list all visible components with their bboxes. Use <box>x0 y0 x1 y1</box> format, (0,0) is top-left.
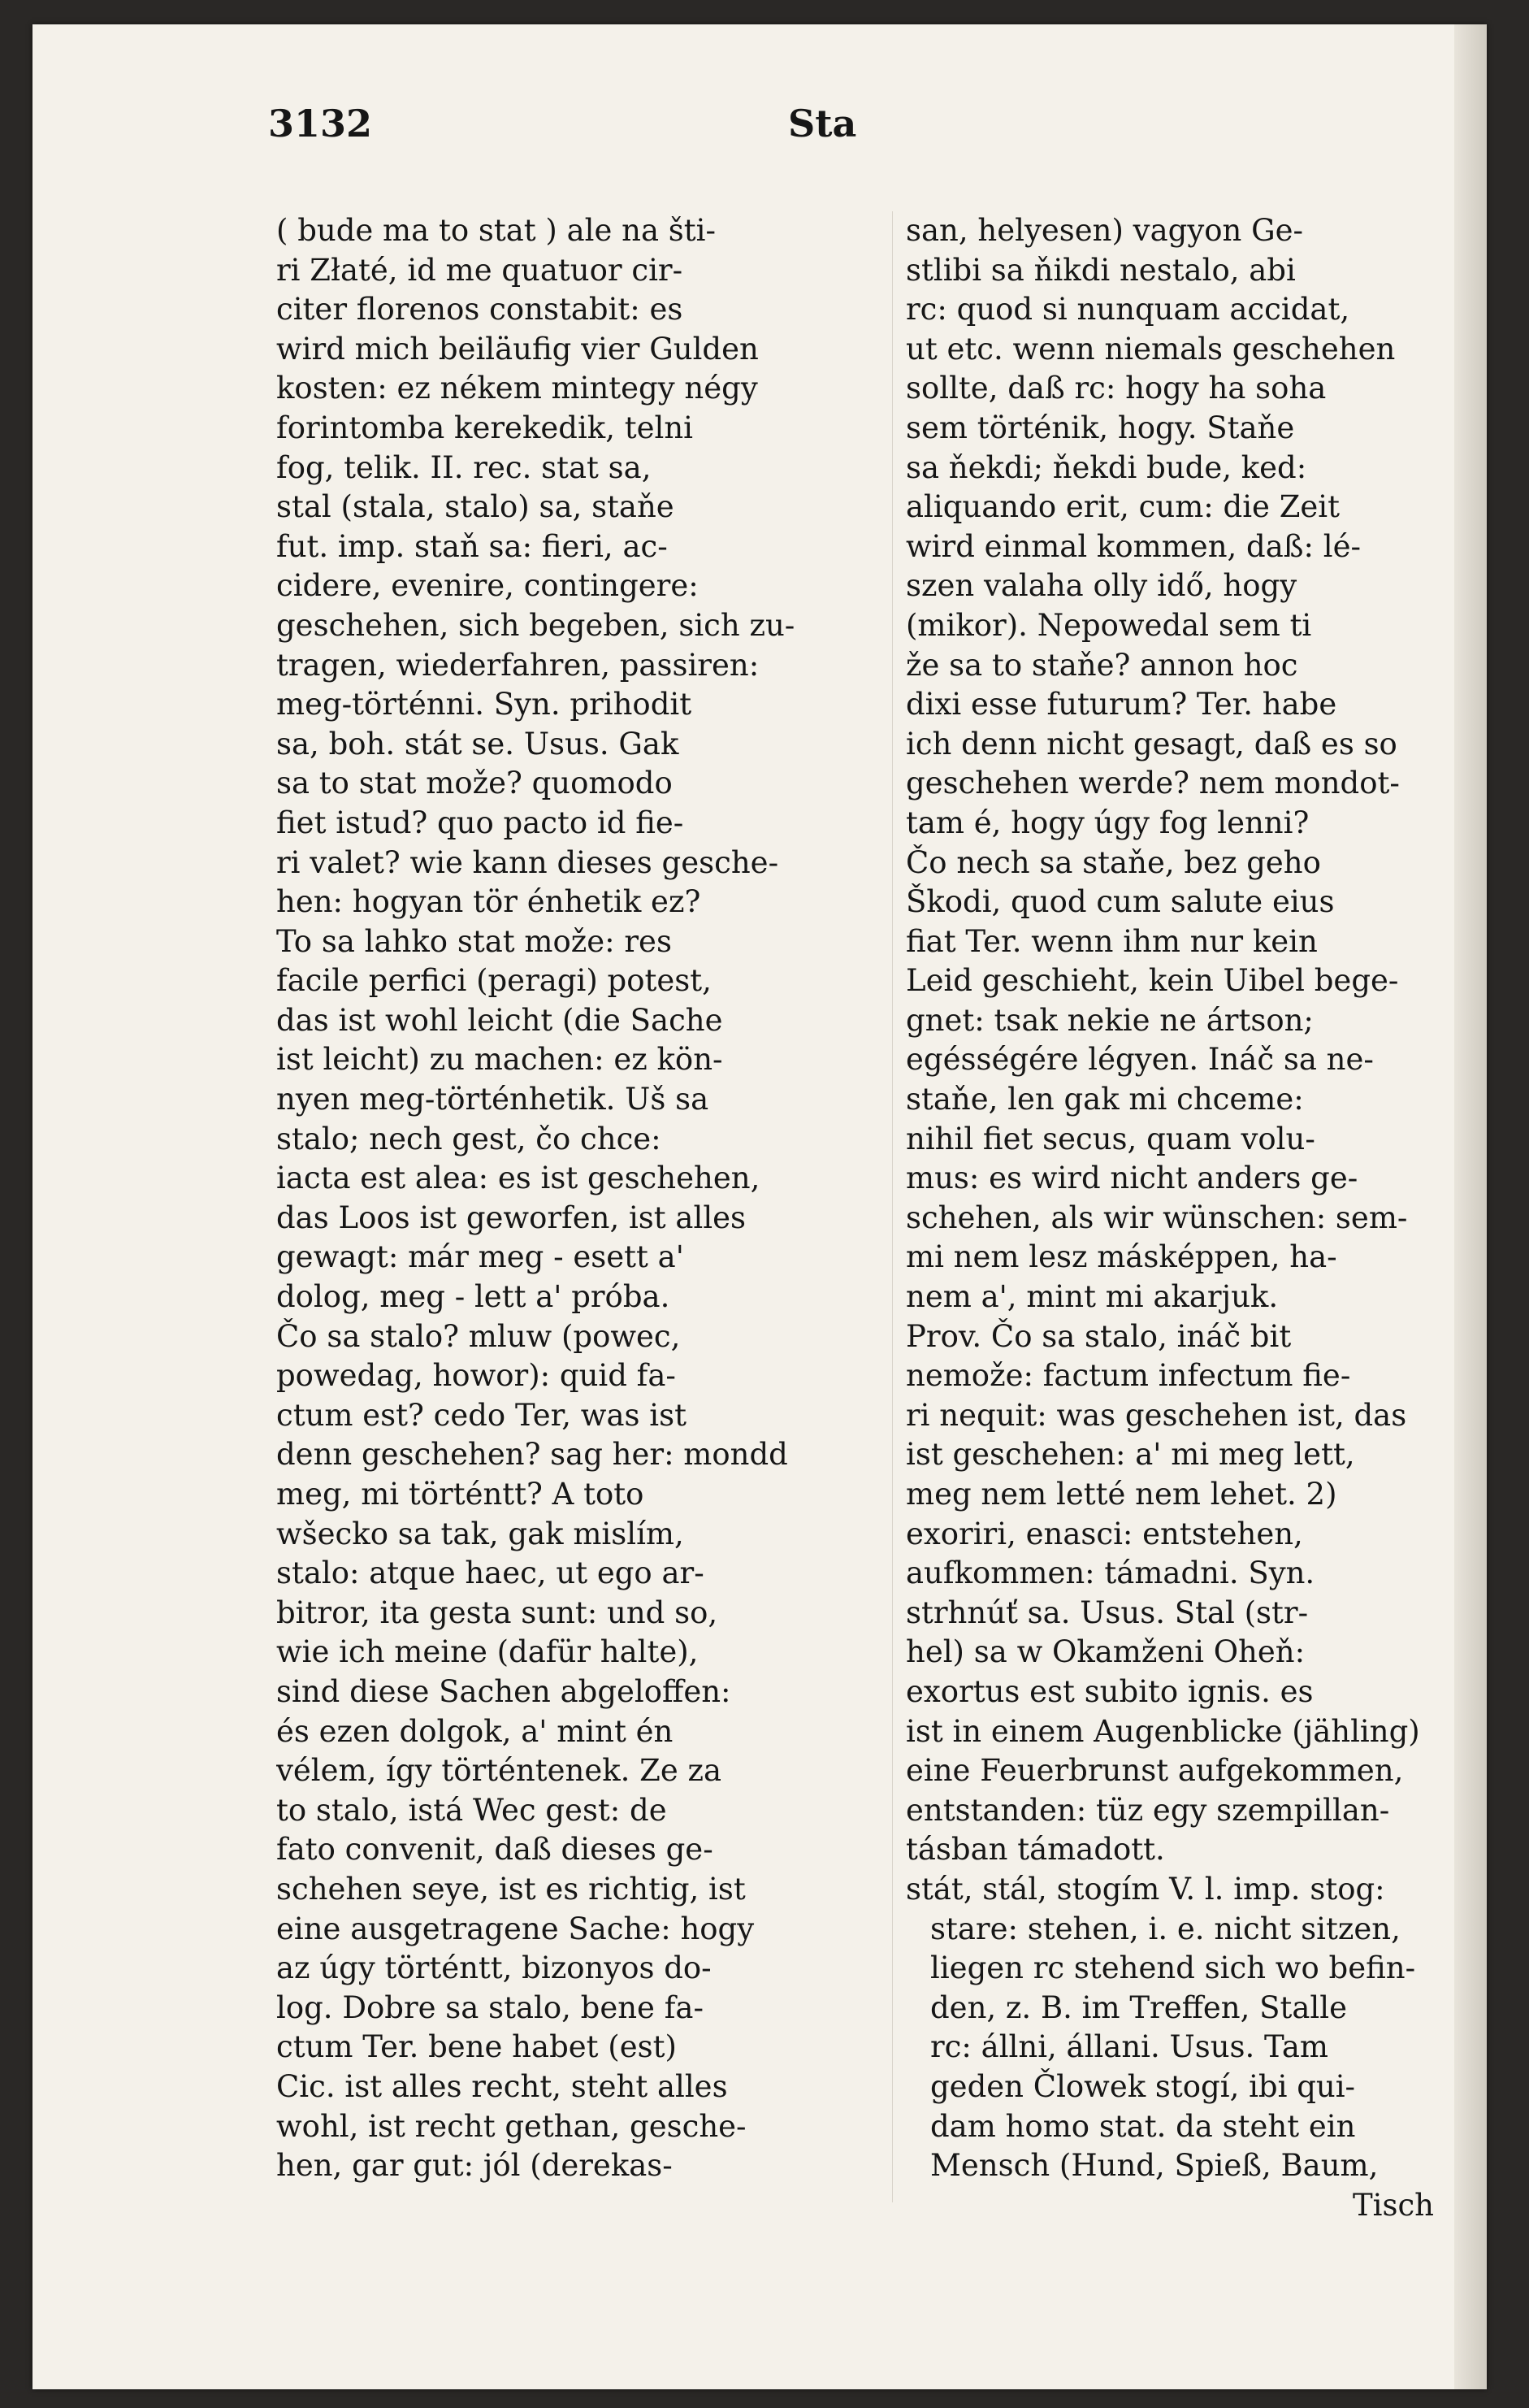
text-line: wohl, ist recht gethan, gesche- <box>276 2108 747 2144</box>
text-line: sa ňekdi; ňekdi bude, ked: <box>906 449 1307 485</box>
text-line: fiat Ter. wenn ihm nur kein <box>906 923 1318 959</box>
text-line: Tisch <box>1352 2187 1434 2223</box>
text-line: mus: es wird nicht anders ge- <box>906 1161 1358 1196</box>
text-line: stát, stál, stogím V. l. imp. stog: <box>906 1871 1385 1907</box>
text-line: rc: állni, állani. Usus. Tam <box>930 2029 1328 2065</box>
text-line: Cic. ist alles recht, steht alles <box>276 2068 728 2104</box>
text-line: rc: quod si nunquam accidat, <box>906 292 1350 328</box>
text-line: dolog, meg - lett a' próba. <box>276 1279 670 1315</box>
text-line: mi nem lesz másképpen, ha- <box>906 1239 1337 1275</box>
text-line: iacta est alea: es ist geschehen, <box>276 1161 760 1196</box>
text-line: Čo nech sa staňe, bez geho <box>906 844 1321 880</box>
text-line: fato convenit, daß dieses ge- <box>276 1832 713 1868</box>
text-line: sem történik, hogy. Staňe <box>906 410 1295 445</box>
page-header <box>268 102 999 167</box>
text-line: ich denn nicht gesagt, daß es so <box>906 726 1397 761</box>
text-line: wšecko sa tak, gak mislím, <box>276 1516 684 1551</box>
text-line: entstanden: tüz egy szempillan- <box>906 1792 1390 1828</box>
text-line: ri nequit: was geschehen ist, das <box>906 1397 1407 1433</box>
left-column <box>276 211 877 2259</box>
text-line: stalo: atque haec, ut ego ar- <box>276 1555 704 1591</box>
text-line: log. Dobre sa stalo, bene fa- <box>276 1989 704 2025</box>
right-column <box>906 211 1483 2259</box>
text-line: Mensch (Hund, Spieß, Baum, <box>930 2148 1379 2184</box>
text-line: nem a', mint mi akarjuk. <box>906 1279 1279 1315</box>
text-line: ist leicht) zu machen: ez kön- <box>276 1042 723 1078</box>
text-line: ist geschehen: a' mi meg lett, <box>906 1437 1355 1473</box>
text-line: tragen, wiederfahren, passiren: <box>276 647 760 683</box>
text-line: fiet istud? quo pacto id fie- <box>276 805 684 840</box>
text-line: powedag, howor): quid fa- <box>276 1358 676 1394</box>
text-line: geden Člowek stogí, ibi qui- <box>930 2068 1356 2104</box>
text-line: citer florenos constabit: es <box>276 292 683 328</box>
text-line: cidere, evenire, contingere: <box>276 568 699 604</box>
text-line: strhnúť sa. Usus. Stal (str- <box>906 1594 1309 1630</box>
dictionary-page <box>32 24 1487 2389</box>
text-line: sa to stat može? quomodo <box>276 766 673 801</box>
running-head: Sta <box>788 102 857 145</box>
text-line: ( bude ma to stat ) ale na šti- <box>276 213 716 248</box>
text-line: egésségére légyen. Ináč sa ne- <box>906 1042 1374 1078</box>
text-line: staňe, len gak mi chceme: <box>906 1082 1304 1117</box>
text-line: To sa lahko stat može: res <box>276 923 672 959</box>
text-line: exortus est subito ignis. es <box>906 1673 1314 1709</box>
text-line: szen valaha olly idő, hogy <box>906 568 1297 604</box>
text-line: az úgy történtt, bizonyos do- <box>276 1950 712 1986</box>
text-line: sa, boh. stát se. Usus. Gak <box>276 726 679 761</box>
text-line: gewagt: már meg - esett a' <box>276 1239 684 1275</box>
text-line: Čo sa stalo? mluw (powec, <box>276 1318 681 1354</box>
column-divider <box>892 211 893 2202</box>
text-line: meg nem letté nem lehet. 2) <box>906 1477 1337 1512</box>
text-line: Leid geschieht, kein Uibel bege- <box>906 963 1399 999</box>
text-line: ctum Ter. bene habet (est) <box>276 2029 677 2065</box>
text-line: ctum est? cedo Ter, was ist <box>276 1397 687 1433</box>
text-line: aufkommen: támadni. Syn. <box>906 1555 1315 1591</box>
text-line: Prov. Čo sa stalo, ináč bit <box>906 1318 1292 1354</box>
text-line: vélem, így történtenek. Ze za <box>276 1753 722 1789</box>
text-line: dixi esse futurum? Ter. habe <box>906 687 1337 722</box>
text-line: sind diese Sachen abgeloffen: <box>276 1673 731 1709</box>
text-line: nemože: factum infectum fie- <box>906 1358 1351 1394</box>
text-line: stare: stehen, i. e. nicht sitzen, <box>930 1911 1401 1946</box>
text-line: hen: hogyan tör énhetik ez? <box>276 884 701 920</box>
text-line: že sa to staňe? annon hoc <box>906 647 1298 683</box>
text-line: ri Złaté, id me quatuor cir- <box>276 252 683 288</box>
text-line: forintomba kerekedik, telni <box>276 410 693 445</box>
text-line: geschehen werde? nem mondot- <box>906 766 1400 801</box>
text-line: gnet: tsak nekie ne ártson; <box>906 1002 1314 1038</box>
text-line: ut etc. wenn niemals geschehen <box>906 331 1396 367</box>
text-line: nihil fiet secus, quam volu- <box>906 1121 1315 1156</box>
text-line: hel) sa w Okamženi Oheň: <box>906 1634 1306 1670</box>
text-line: meg-történni. Syn. prihodit <box>276 687 692 722</box>
text-line: geschehen, sich begeben, sich zu- <box>276 607 795 643</box>
text-line: eine Feuerbrunst aufgekommen, <box>906 1753 1404 1789</box>
page-number: 3132 <box>268 102 373 145</box>
text-line: schehen seye, ist es richtig, ist <box>276 1871 746 1907</box>
text-line: Škodi, quod cum salute eius <box>906 884 1335 920</box>
text-line: exoriri, enasci: entstehen, <box>906 1516 1303 1551</box>
text-line: fut. imp. staň sa: fieri, ac- <box>276 528 668 564</box>
text-line: tásban támadott. <box>906 1832 1165 1868</box>
text-line: wird einmal kommen, daß: lé- <box>906 528 1361 564</box>
text-line: meg, mi történtt? A toto <box>276 1477 644 1512</box>
text-line: wie ich meine (dafür halte), <box>276 1634 699 1670</box>
text-line: das ist wohl leicht (die Sache <box>276 1002 723 1038</box>
text-line: tam é, hogy úgy fog lenni? <box>906 805 1310 840</box>
text-line: facile perfici (peragi) potest, <box>276 963 712 999</box>
text-line: ist in einem Augenblicke (jähling) <box>906 1713 1420 1749</box>
text-line: san, helyesen) vagyon Ge- <box>906 213 1304 248</box>
text-line: schehen, als wir wünschen: sem- <box>906 1200 1408 1235</box>
text-line: das Loos ist geworfen, ist alles <box>276 1200 747 1235</box>
text-line: fog, telik. II. rec. stat sa, <box>276 449 652 485</box>
text-line: bitror, ita gesta sunt: und so, <box>276 1594 718 1630</box>
text-line: sollte, daß rc: hogy ha soha <box>906 371 1327 406</box>
text-line: dam homo stat. da steht ein <box>930 2108 1356 2144</box>
text-line: wird mich beiläufig vier Gulden <box>276 331 759 367</box>
text-line: hen, gar gut: jól (derekas- <box>276 2148 673 2184</box>
text-line: nyen meg-történhetik. Uš sa <box>276 1082 709 1117</box>
text-line: stlibi sa ňikdi nestalo, abi <box>906 252 1296 288</box>
text-line: eine ausgetragene Sache: hogy <box>276 1911 755 1946</box>
text-line: ri valet? wie kann dieses gesche- <box>276 844 779 880</box>
text-line: liegen rc stehend sich wo befin- <box>930 1950 1416 1986</box>
text-line: stal (stala, stalo) sa, staňe <box>276 489 674 525</box>
text-line: és ezen dolgok, a' mint én <box>276 1713 674 1749</box>
text-line: den, z. B. im Treffen, Stalle <box>930 1989 1347 2025</box>
text-line: denn geschehen? sag her: mondd <box>276 1437 788 1473</box>
text-line: to stalo, istá Wec gest: de <box>276 1792 667 1828</box>
text-line: stalo; nech gest, čo chce: <box>276 1121 661 1156</box>
text-line: kosten: ez nékem mintegy négy <box>276 371 758 406</box>
text-line: (mikor). Nepowedal sem ti <box>906 607 1312 643</box>
text-line: aliquando erit, cum: die Zeit <box>906 489 1341 525</box>
